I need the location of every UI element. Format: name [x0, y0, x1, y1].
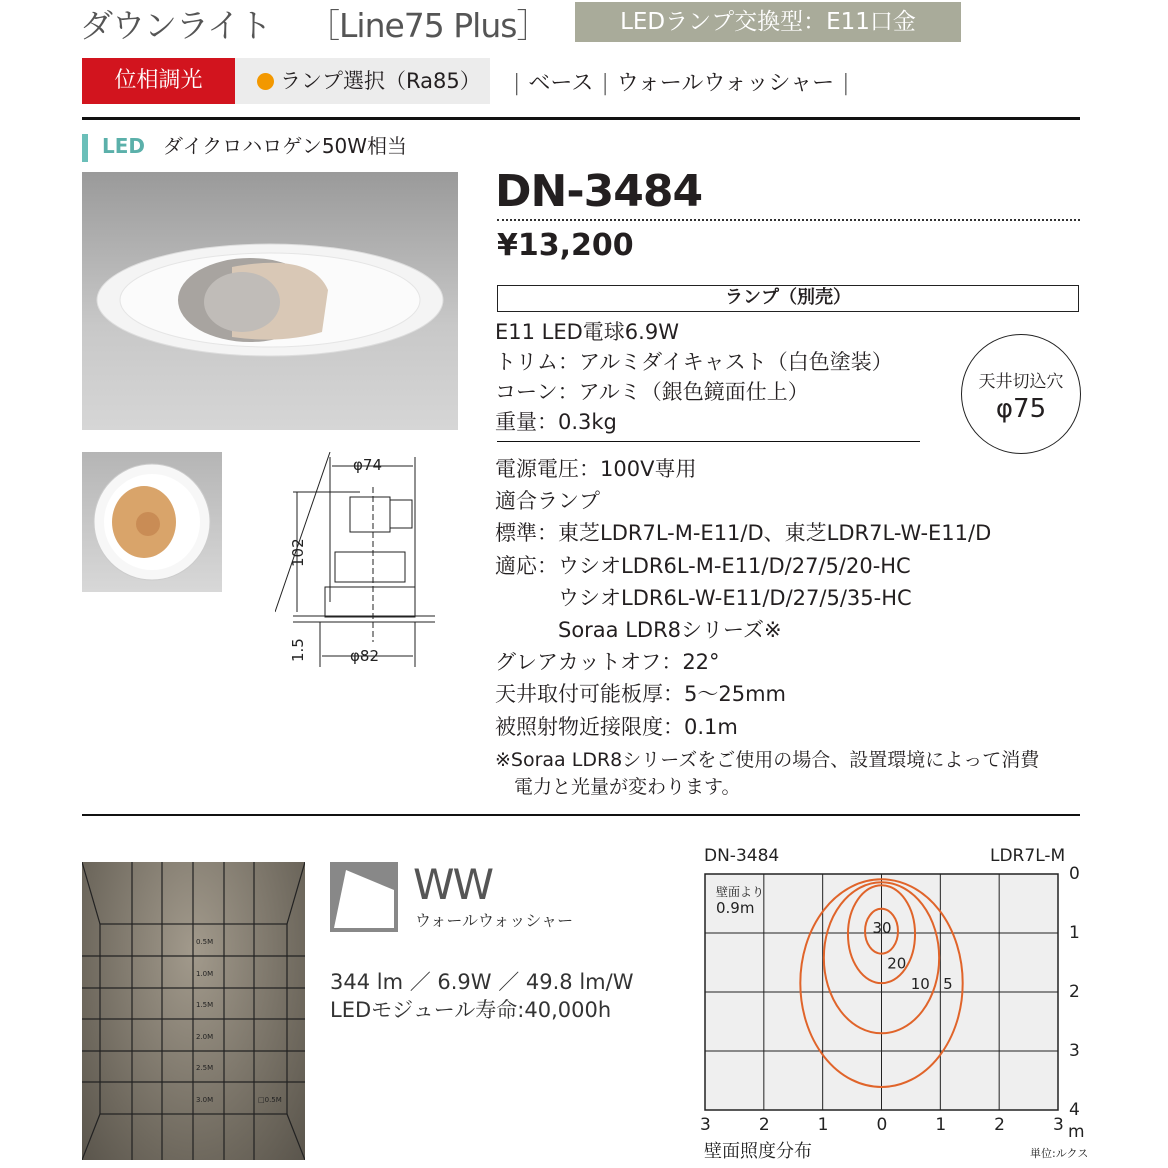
- cutout-label: 天井切込穴: [978, 372, 1064, 392]
- contour-label: 20: [887, 954, 907, 973]
- performance: 344 lm ／ 6.9W ／ 49.8 lm/W: [330, 970, 634, 994]
- x-tick-label: 3: [1053, 1115, 1064, 1135]
- y-tick-label: 2: [1069, 982, 1080, 1002]
- note-line: ※Soraa LDR8シリーズをご使用の場合、設置環境によって消費: [495, 749, 1040, 771]
- contour-label: 30: [872, 919, 892, 938]
- contour-label: 10: [910, 975, 930, 994]
- dimming-badge: 位相調光: [82, 58, 235, 104]
- series-title: ［Line75 Plus］: [307, 6, 549, 45]
- spec-line: トリム：アルミダイキャスト（白色塗装）: [495, 350, 893, 374]
- module-life: LEDモジュール寿命:40,000h: [330, 998, 612, 1022]
- bottom-dim: φ82: [350, 647, 379, 665]
- x-tick-label: 1: [935, 1115, 947, 1135]
- y-tick-label: 3: [1069, 1041, 1080, 1061]
- distribution-type: WW: [413, 860, 493, 909]
- spec-line: コーン：アルミ（銀色鏡面仕上）: [495, 380, 809, 404]
- x-tick-label: 0: [876, 1115, 888, 1135]
- room-grid-scale: □0.5M: [258, 1096, 282, 1104]
- chart-title-right: LDR7L-M: [990, 846, 1066, 866]
- spec-line: E11 LED電球6.9W: [495, 320, 679, 344]
- chart-xlabel: 壁面照度分布: [704, 1141, 812, 1162]
- x-tick-label: 1: [817, 1115, 829, 1135]
- spec-line: Soraa LDR8シリーズ※: [495, 618, 782, 642]
- room-height-mark: 1.5M: [196, 1001, 214, 1009]
- spec-line: 被照射物近接限度：0.1m: [495, 714, 738, 739]
- tag-base: ベース: [528, 71, 594, 96]
- cutout-value: φ75: [995, 394, 1047, 424]
- room-height-mark: 1.0M: [196, 969, 214, 978]
- spec-line: 電源電圧：100V専用: [495, 457, 697, 481]
- x-tick-label: 2: [758, 1115, 770, 1135]
- x-tick-label: 3: [700, 1115, 711, 1135]
- spec-line: ウシオLDR6L-W-E11/D/27/5/35-HC: [495, 585, 912, 610]
- spec-line: 標準：東芝LDR7L-M-E11/D、東芝LDR7L-W-E11/D: [495, 521, 992, 546]
- y-tick-label: 0: [1069, 864, 1080, 884]
- note-line: 電力と光量が変わります。: [495, 776, 741, 798]
- distribution-type-label: ウォールウォッシャー: [415, 911, 574, 930]
- chart-note: 壁面より: [716, 885, 765, 899]
- room-height-mark: 0.5M: [196, 938, 214, 946]
- spec-line: 適応：ウシオLDR6L-M-E11/D/27/5/20-HC: [495, 553, 911, 578]
- feature-tags: | ベース | ウォールウォッシャー |: [513, 71, 850, 96]
- chart-note-distance: 0.9m: [716, 899, 755, 917]
- room-height-mark: 2.0M: [196, 1032, 214, 1041]
- contour-label: 5: [943, 975, 953, 994]
- spec-line: 適合ランプ: [495, 489, 600, 514]
- equivalent-label: ダイクロハロゲン50W相当: [163, 134, 408, 158]
- led-label: LED: [102, 134, 146, 158]
- spec-line: 重量：0.3kg: [495, 410, 617, 434]
- y-tick-label: 1: [1069, 923, 1080, 943]
- spec-line: 天井取付可能板厚：5〜25mm: [495, 682, 786, 707]
- model-number: DN-3484: [495, 166, 703, 217]
- chart-title-left: DN-3484: [704, 846, 780, 866]
- price: ¥13,200: [497, 228, 634, 263]
- chart-unit: 単位:ルクス: [1030, 1147, 1089, 1160]
- height-dim: 102: [289, 538, 307, 567]
- lamp-header: ランプ（別売）: [497, 285, 1079, 312]
- category-title: ダウンライト: [80, 6, 272, 45]
- lamp-type-badge: LEDランプ交換型：E11口金: [575, 2, 961, 42]
- room-height-mark: 3.0M: [196, 1095, 214, 1104]
- x-tick-label: 2: [994, 1115, 1005, 1135]
- top-dim: φ74: [353, 456, 382, 474]
- spec-line: グレアカットオフ：22°: [495, 650, 720, 675]
- y-tick-label: 4: [1069, 1100, 1080, 1120]
- lamp-select-label: ランプ選択（Ra85）: [280, 69, 481, 93]
- room-height-mark: 2.5M: [196, 1064, 214, 1072]
- tag-wall-washer: ウォールウォッシャー: [616, 71, 835, 96]
- flange-dim: 1.5: [289, 638, 307, 662]
- x-unit-label: m: [1068, 1122, 1085, 1142]
